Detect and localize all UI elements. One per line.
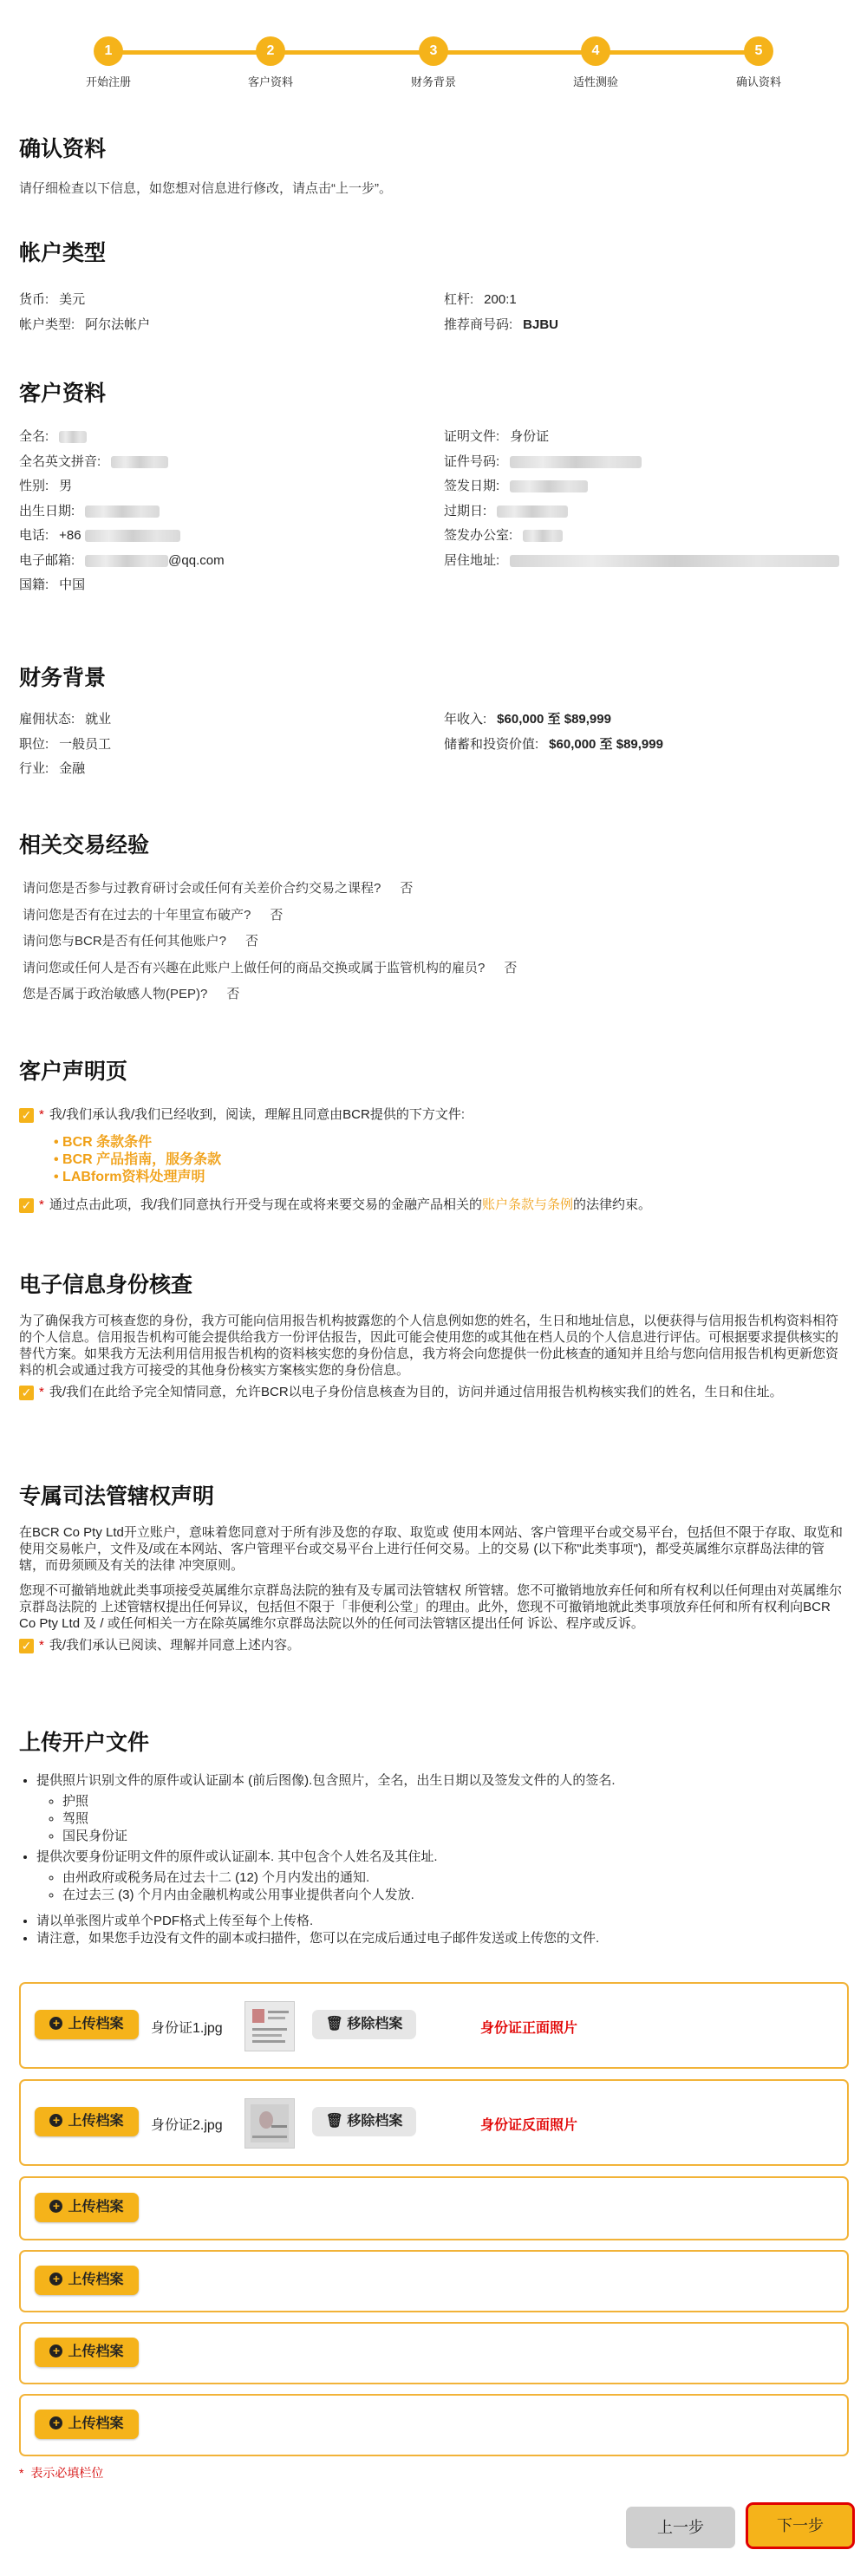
consent-text: 我/我们承认已阅读、理解并同意上述内容。 [49,1638,301,1653]
experience-section [19,828,847,1011]
field-label: 过期日: [444,503,487,518]
step-4 [535,36,656,89]
question-text: 请问您与BCR是否有任何其他账户? [23,934,227,949]
jurisdiction-consent [19,1637,847,1654]
referral-value: BJBU [523,316,559,332]
section-title: 上传开户文件 [19,1731,150,1755]
upload-box-4 [19,2250,849,2312]
upload-button[interactable] [35,2338,139,2367]
step-label: 客户资料 [247,75,293,88]
currency-value: 美元 [59,292,86,307]
question-text: 请问您是否有在过去的十年里宣布破产? [23,907,251,923]
required-note [19,2464,103,2481]
step-label: 确认资料 [735,75,781,88]
button-label: 上传档案 [68,2114,124,2129]
section-title: 客户声明页 [19,1060,128,1084]
field-label: 居住地址: [444,552,500,568]
upload-box-2 [19,2079,849,2166]
finance-row [19,709,847,734]
file-thumbnail-image [244,2001,295,2051]
question-row [19,905,847,932]
declaration-text: 通过点击此项，我/我们同意执行开受与现在或将来要交易的金融产品相关的 [49,1197,483,1212]
sub-item: ◦ 驾照 [62,1810,847,1828]
field-label: 性别: [19,479,49,493]
instruction-item: • 请注意，如果您手边没有文件的副本或扫描件，您可以在完成后通过电子邮件发送或上传您的文件. [36,1930,847,1947]
field-label: 推荐商号码: [444,316,513,332]
field-label: 电话: [19,528,49,543]
finance-row [19,734,847,760]
field-label: 全名英文拼音: [19,453,101,469]
client-row [19,551,847,576]
sub-item: ◦ 由州政府或税务局在过去十二 (12) 个月内发出的通知. [62,1869,847,1887]
file-note: 身份证反面照片 [480,2118,578,2133]
upload-button[interactable] [35,2193,139,2222]
field-label: 职位: [19,736,49,752]
prev-button[interactable]: 上一步 [626,2507,735,2548]
nationality-value: 中国 [59,577,86,592]
field-label: 出生日期: [19,503,75,518]
trash-icon: 🗑 [325,2017,343,2031]
upload-button[interactable] [35,2266,139,2295]
client-row [19,476,847,501]
field-label: 签发日期: [444,479,500,493]
plus-icon: + [49,2273,62,2286]
required-mark: * [39,1197,44,1212]
phone-value [59,528,180,543]
checkbox-checked[interactable]: ✓ [19,1639,34,1653]
checkbox-checked[interactable]: ✓ [19,1198,34,1213]
section-title: 财务背景 [19,666,107,690]
plus-icon: + [49,2114,62,2127]
upload-instructions [19,1772,847,1947]
leverage-value: 200:1 [484,292,517,307]
section-title: 相关交易经验 [19,833,150,858]
verify-paragraph: 为了确保我方可核查您的身份，我方可能向信用报告机构披露您的个人信息例如您的姓名，生日和地址信息，以便获得与信用报告机构资料相符的个人信息。信用报告机构可能会提供给我方一份评估报告，因此可能会使用您的或其他在档人员的个人信息进行评估。可根据要求提供核实的替代方案。如果我方无法利用信用报告机构的资料核实您的身份信息，我方将会向您提供一份此核查的通知并且给与您向信用报告机构更新您资料的机会或通过我方可接受的其他身份核实方案核实您的身份信息。 [19,1314,839,1378]
question-row [19,931,847,958]
instruction-item: • 请以单张图片或单个PDF格式上传至每个上传格. [36,1913,847,1930]
upload-button[interactable] [35,2107,139,2136]
question-answer: 否 [504,960,518,975]
button-label: 上传档案 [68,2344,124,2359]
upload-button[interactable] [35,2010,139,2039]
declaration-item-1 [19,1106,847,1124]
field-label: 雇佣状态: [19,712,75,727]
verify-consent [19,1384,847,1401]
question-text: 请问您或任何人是否有兴趣在此账户上做任何的商品交换或属于监管机构的雇员? [23,960,486,975]
finance-section [19,661,847,784]
plus-icon: + [49,2200,62,2213]
consent-text: 我/我们在此给予完全知情同意，允许BCR以电子身份信息核查为目的，访问并通过信用报告机构核实我们的姓名，生日和住址。 [49,1385,783,1399]
button-label: 上传档案 [68,2416,124,2431]
name-value [59,429,87,444]
issuer-value [523,528,563,543]
step-number: 3 [419,36,448,66]
remove-file-button[interactable] [312,2107,416,2136]
sub-item: ◦ 国民身份证 [62,1828,847,1845]
question-answer: 否 [226,987,240,1001]
jurisdiction-paragraph-2: 您现不可撤销地就此类事项接受英属维尔京群岛法院的独有及专属司法管辖权 所管辖。您不可撤销地放弃任何和所有权利以任何理由对英属维尔京群岛法院的 上述管辖权提出任何异议，包括但不限于「非便利公堂」的理由。此外，您现不可撤销地就此类事项放弃任何和所有权利向BCR Co Pty Ltd 及 / 或任何相关一方在除英属维尔京群岛法院以外的任何司法管辖区提出任何 诉讼、程序或反诉。 [19,1583,843,1631]
button-label: 移除档案 [347,2017,403,2031]
currency-row [19,290,847,315]
expiry-value [497,504,568,518]
link-account-terms[interactable]: 账户条款与条例 [482,1197,574,1212]
instruction-text: 提供照片识别文件的原件或认证副本 (前后图像).包含照片，全名，出生日期以及签发文件的人的签名. [36,1773,616,1788]
step-number: 5 [744,36,773,66]
finance-grid [19,709,847,784]
account-type-value: 阿尔法帐户 [85,316,151,332]
address-value [510,553,839,568]
declaration-item-2 [19,1197,847,1214]
button-label: 上传档案 [68,2273,124,2287]
step-label: 开始注册 [85,75,131,88]
question-row [19,878,847,905]
step-number: 4 [581,36,610,66]
sub-item: ◦ 在过去三 (3) 个月内由金融机构或公用事业提供者向个人发放. [62,1887,847,1904]
button-label: 上传档案 [68,2200,124,2214]
sub-item: ◦ 护照 [62,1793,847,1810]
upload-box-6 [19,2394,849,2456]
client-row [19,427,847,452]
plus-icon: + [49,2017,62,2030]
question-answer: 否 [245,934,259,949]
field-label: 证明文件: [444,429,500,444]
step-number: 1 [94,36,123,66]
client-row [19,525,847,551]
link-product-guide[interactable]: • BCR 产品指南，服务条款 [54,1151,847,1169]
button-label: 上传档案 [68,2017,124,2031]
link-privacy-statement[interactable]: • LABform资料处理声明 [54,1169,847,1186]
section-title: 帐户类型 [19,241,107,265]
field-label: 签发办公室: [444,528,513,543]
section-title: 专属司法管辖权声明 [19,1484,215,1509]
employment-value: 就业 [85,712,112,727]
required-mark: * [39,1638,44,1653]
required-mark: * [39,1107,44,1122]
client-row [19,501,847,526]
plus-icon: + [49,2344,62,2358]
next-button[interactable]: 下一步 [748,2505,852,2547]
link-terms[interactable]: • BCR 条款条件 [54,1134,847,1151]
upload-box-1 [19,1982,849,2069]
declaration-text: 的法律约束。 [573,1197,652,1212]
field-label: 帐户类型: [19,316,75,332]
confirm-section [19,132,847,197]
experience-list [19,878,847,1011]
checkbox-checked[interactable]: ✓ [19,1108,34,1123]
savings-value: $60,000 至 $89,999 [549,736,663,752]
field-label: 全名: [19,429,49,444]
gender-value: 男 [59,479,73,493]
field-label: 年收入: [444,712,487,727]
required-mark: * [19,2466,24,2480]
question-answer: 否 [400,881,414,896]
email-value [85,553,224,568]
instruction-item [36,1772,847,1845]
upload-button[interactable] [35,2410,139,2439]
question-row [19,958,847,985]
field-label: 杠杆: [444,292,474,307]
declaration-section [19,1054,847,1214]
field-label: 电子邮箱: [19,552,75,568]
doc-number-value [510,454,642,469]
issue-date-value [510,479,588,493]
step-label: 适性测验 [572,75,618,88]
eng-name-value [111,454,168,469]
doc-value: 身份证 [510,429,550,444]
jurisdiction-paragraph-1: 在BCR Co Pty Ltd开立账户，意味着您同意对于所有涉及您的存取、取览或 使用本网站、客户管理平台或交易平台，包括但不限于存取、取览和使用交易帐户，文件及/或在本网站、客户管理平台或交易平台上进行任何交易。上的交易 (以下称"此类事项")，都受英属维尔京群岛法律的管辖，而毋须顾及有关的法律 冲突原则。 [19,1525,844,1573]
income-value: $60,000 至 $89,999 [497,712,611,727]
file-note: 身份证正面照片 [480,2021,578,2036]
section-title: 电子信息身份核查 [19,1273,193,1297]
progress-stepper [52,0,815,100]
remove-file-button[interactable] [312,2010,416,2039]
required-mark: * [39,1385,44,1399]
field-label: 行业: [19,761,49,776]
confirm-description: 请仔细检查以下信息，如您想对信息进行修改，请点击“上一步”。 [19,181,392,196]
upload-box-3 [19,2176,849,2240]
section-title: 客户资料 [19,382,107,406]
account-grid [19,290,847,339]
question-text: 请问您是否参与过教育研讨会或任何有关差价合约交易之课程? [23,881,381,896]
step-3 [373,36,494,89]
client-row [19,452,847,477]
industry-value: 金融 [59,761,86,776]
button-label: 移除档案 [347,2114,403,2129]
instruction-item [36,1849,847,1904]
instruction-text: 提供次要身份证明文件的原件或认证副本. 其中包含个人姓名及其住址. [36,1849,438,1864]
position-value: 一般员工 [59,736,112,752]
client-grid [19,427,847,600]
field-label: 国籍: [19,577,49,592]
file-name: 身份证1.jpg [151,2021,223,2036]
step-5 [698,36,819,89]
step-number: 2 [256,36,285,66]
type-row [19,315,847,340]
required-note-text: 表示必填栏位 [30,2466,104,2480]
section-title: 确认资料 [19,137,107,161]
question-row [19,984,847,1011]
phone-prefix: +86 [59,528,81,543]
email-suffix: @qq.com [168,552,225,568]
step-label: 财务背景 [410,75,456,88]
upload-section [19,1725,847,1947]
account-section [19,236,847,339]
verify-section [19,1268,847,1401]
field-label: 储蓄和投资价值: [444,736,539,752]
question-text: 您是否属于政治敏感人物(PEP)? [23,987,208,1001]
client-row [19,575,847,600]
field-label: 证件号码: [444,453,500,469]
question-answer: 否 [270,907,284,923]
field-label: 货币: [19,292,49,307]
document-links [54,1134,847,1186]
plus-icon: + [49,2416,62,2429]
declaration-text: 我/我们承认我/我们已经收到，阅读，理解且同意由BCR提供的下方文件: [49,1107,466,1122]
trash-icon: 🗑 [325,2114,343,2129]
upload-box-5 [19,2322,849,2384]
finance-row [19,759,847,784]
dob-value [85,504,160,518]
checkbox-checked[interactable]: ✓ [19,1386,34,1400]
client-section [19,376,847,600]
jurisdiction-section [19,1479,847,1654]
file-name: 身份证2.jpg [151,2118,223,2133]
step-2 [210,36,331,89]
step-1 [48,36,169,89]
file-thumbnail-image [244,2098,295,2149]
